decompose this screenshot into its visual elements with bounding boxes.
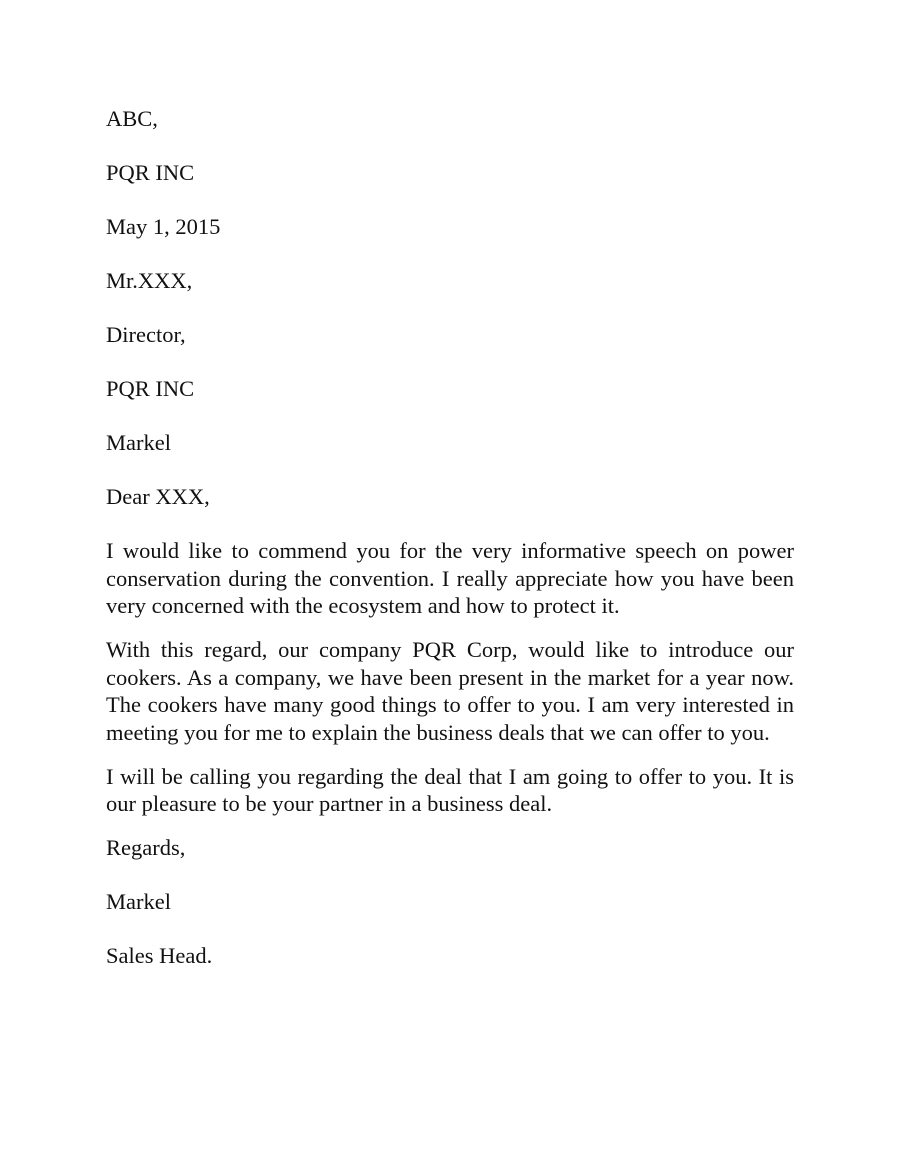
sender-company: PQR INC [106,160,195,185]
recipient-title: Director, [106,322,186,347]
body-paragraph-1: I would like to commend you for the very informative speech on power conservation during the convention. I really appreciate how you have been very concerned with the ecosystem and how to protect it. [106,538,794,618]
signature-title: Sales Head. [106,943,213,968]
recipient-name: Mr.XXX, [106,268,193,293]
salutation: Dear XXX, [106,484,210,509]
sender-name: ABC, [106,106,158,131]
body-paragraph-2: With this regard, our company PQR Corp, would like to introduce our cookers. As a company, we have been present in the market for a year now. The cookers have many good things to offer to you. I am very interested in meeting you for me to explain the business deals that we can offer to you. [106,637,794,745]
closing: Regards, [106,835,186,860]
recipient-location: Markel [106,430,171,455]
body-paragraph-3: I will be calling you regarding the deal that I am going to offer to you. It is our pleasure to be your partner in a business deal. [106,763,794,816]
recipient-company: PQR INC [106,376,195,401]
letter-body [106,105,794,996]
signature-name: Markel [106,889,171,914]
letter-date: May 1, 2015 [106,214,221,239]
